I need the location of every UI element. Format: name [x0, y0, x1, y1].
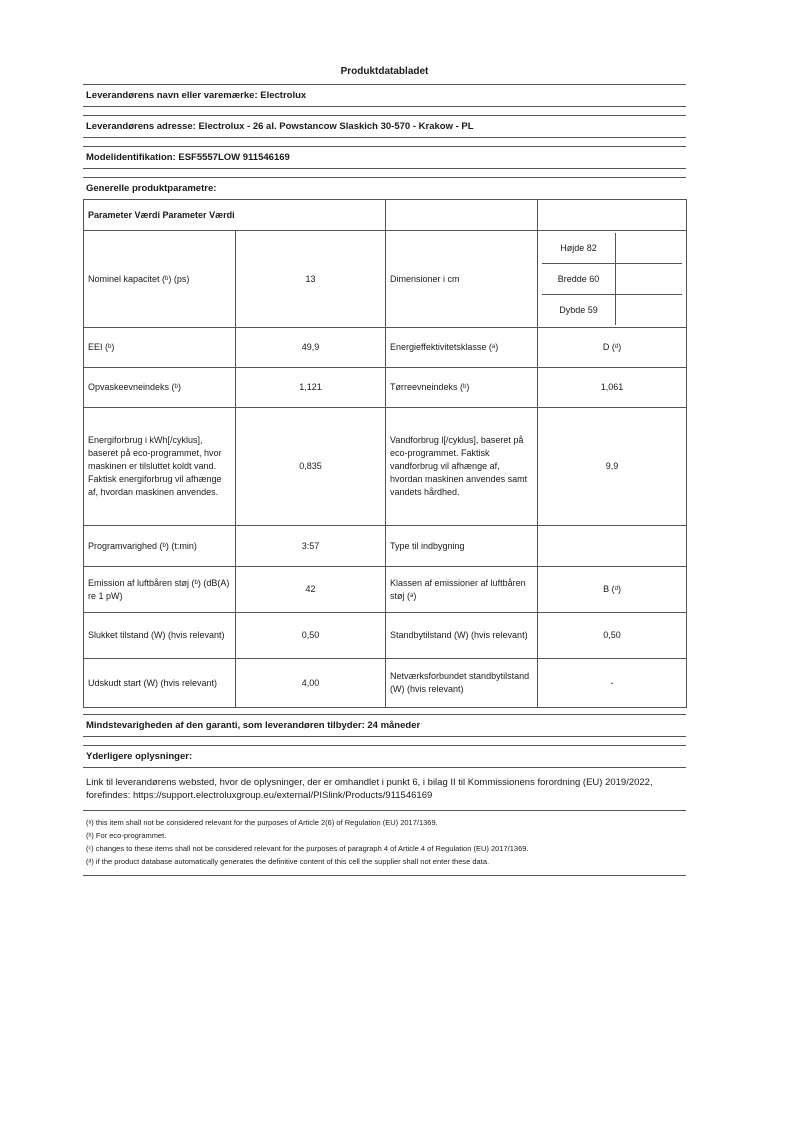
- additional-info-heading: Yderligere oplysninger:: [83, 745, 686, 768]
- table-header-empty-cell: [386, 200, 538, 231]
- product-parameters-table: [83, 199, 687, 708]
- table-header-label: Parameter Værdi Parameter Værdi: [84, 200, 386, 231]
- param-label: EEI (ᵇ): [84, 328, 236, 368]
- param-value: B (ᵈ): [538, 567, 687, 613]
- param-value: 1,121: [236, 368, 386, 408]
- param-label: Energieffektivitetsklasse (ᵃ): [386, 328, 538, 368]
- param-value: 49,9: [236, 328, 386, 368]
- dimension-depth-row: [542, 295, 682, 325]
- param-label: Tørreevneindeks (ᵇ): [386, 368, 538, 408]
- product-url: https://support.electroluxgroup.eu/external/PISlink/Products/911546169: [133, 790, 433, 801]
- dimension-depth-empty-cell: [615, 295, 682, 325]
- row-off-mode: [84, 613, 687, 659]
- model-identification-row: Modelidentifikation: ESF5557LOW 911546169: [83, 146, 686, 169]
- param-value: 0,50: [538, 613, 687, 659]
- footnote-d: (ᵈ) if the product database automatically generates the definitive content of this cell the supplier shall not enter these data.: [86, 857, 490, 866]
- row-cleaning-index: [84, 368, 687, 408]
- general-parameters-heading: Generelle produktparametre:: [83, 177, 686, 199]
- row-energy-water-consumption: [84, 408, 687, 526]
- param-label-capacity: Nominel kapacitet (ᵇ) (ps): [84, 231, 236, 328]
- supplier-address-row: Leverandørens adresse: Electrolux - 26 al. Powstancow Slaskich 30-570 - Krakow - PL: [83, 115, 686, 138]
- param-label: Klassen af emissioner af luftbåren støj (ᵃ): [386, 567, 538, 613]
- row-airborne-noise: [84, 567, 687, 613]
- param-label: Vandforbrug l[/cyklus], baseret på eco-programmet. Faktisk vandforbrug vil afhænge af, hvordan maskinen anvendes samt vandets hårdhed.: [386, 408, 538, 526]
- dimension-width-row: [542, 264, 682, 295]
- dimension-width-empty-cell: [615, 264, 682, 294]
- row-eei: [84, 328, 687, 368]
- product-datasheet: [83, 66, 686, 876]
- param-value-capacity: 13: [236, 231, 386, 328]
- param-label: Netværksforbundet standbytilstand (W) (hvis relevant): [386, 659, 538, 708]
- param-value: 42: [236, 567, 386, 613]
- param-label: Emission af luftbåren støj (ᵇ) (dB(A) re 1 pW): [84, 567, 236, 613]
- footnote-c: (ᶜ) changes to these items shall not be considered relevant for the purposes of paragraph 4 of Article 4 of Regulation (EU) 2017/1369.: [86, 844, 529, 853]
- param-label: Opvaskeevneindeks (ᵇ): [84, 368, 236, 408]
- dimension-height: Højde 82: [560, 242, 597, 253]
- param-value: 1,061: [538, 368, 687, 408]
- param-label: Udskudt start (W) (hvis relevant): [84, 659, 236, 708]
- link-text: Link til leverandørens websted, hvor de oplysninger, der er omhandlet i punkt 6, i bilag II til Kommissionens forordning (EU) 2019/2022, forefindes:: [86, 777, 653, 801]
- link-paragraph: [83, 768, 686, 811]
- capacity-row: [84, 231, 687, 328]
- row-delayed-start: [84, 659, 687, 708]
- param-label: Slukket tilstand (W) (hvis relevant): [84, 613, 236, 659]
- param-label: Programvarighed (ᵇ) (t:min): [84, 526, 236, 567]
- param-value: 0,50: [236, 613, 386, 659]
- footnote-a: (ᵃ) this item shall not be considered relevant for the purposes of Article 2(6) of Regulation (EU) 2017/1369.: [86, 818, 438, 827]
- guarantee-row: Mindstevarigheden af den garanti, som leverandøren tilbyder: 24 måneder: [83, 714, 686, 737]
- param-value: -: [538, 659, 687, 708]
- param-label: Standbytilstand (W) (hvis relevant): [386, 613, 538, 659]
- param-label-dimensions: Dimensioner i cm: [386, 231, 538, 328]
- dimensions-cell: [538, 231, 687, 328]
- row-programme-duration: [84, 526, 687, 567]
- param-value: [538, 526, 687, 567]
- dimension-depth: Dybde 59: [559, 304, 598, 315]
- footnote-b: (ᵇ) For eco-programmet.: [86, 831, 167, 840]
- dimension-height-empty-cell: [615, 233, 682, 263]
- table-header-empty-cell: [538, 200, 687, 231]
- footnotes-section: [83, 811, 686, 876]
- param-value: 4,00: [236, 659, 386, 708]
- param-label: Type til indbygning: [386, 526, 538, 567]
- param-value: D (ᵈ): [538, 328, 687, 368]
- param-value: 9,9: [538, 408, 687, 526]
- supplier-name-row: Leverandørens navn eller varemærke: Electrolux: [83, 84, 686, 107]
- param-label: Energiforbrug i kWh[/cyklus], baseret på eco-programmet, hvor maskinen er tilsluttet koldt vand. Faktisk energiforbrug vil afhænge af, hvordan maskinen anvendes.: [84, 408, 236, 526]
- dimension-height-row: [542, 233, 682, 264]
- param-value: 3:57: [236, 526, 386, 567]
- page-title: Produktdatabladet: [340, 66, 429, 77]
- table-header-row: [84, 200, 687, 231]
- dimension-width: Bredde 60: [557, 273, 600, 284]
- param-value: 0,835: [236, 408, 386, 526]
